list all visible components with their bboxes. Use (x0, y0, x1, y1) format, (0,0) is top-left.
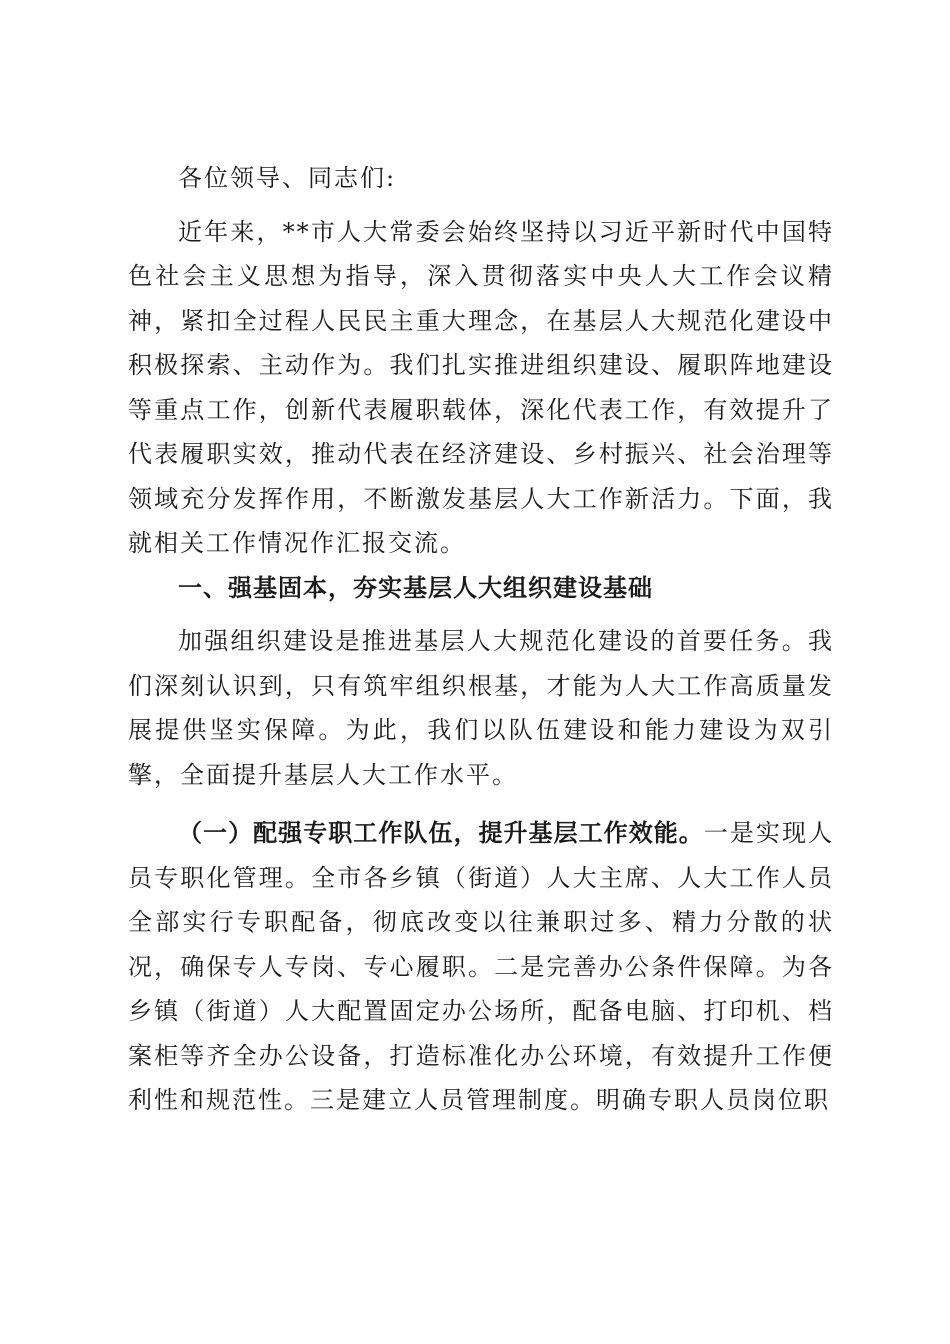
document-body (128, 156, 834, 1123)
section-heading-1: 一、强基固本，夯实基层人大组织建设基础 (178, 573, 653, 602)
intro-paragraph: 近年来，**市人大常委会始终坚持以习近平新时代中国特色社会主义思想为指导，深入贯彻落实中央人大工作会议精神，紧扣全过程人民民主重大理念，在基层人大规范化建设中积极探索、主动作为。我们扎实推进组织建设、履职阵地建设等重点工作，创新代表履职载体，深化代表工作，有效提升了代表履职实效，推动代表在经济建设、乡村振兴、社会治理等领域充分发挥作用，不断激发基层人大工作新活力。下面，我就相关工作情况作汇报交流。 (128, 217, 834, 557)
subsection-paragraph-1 (128, 811, 834, 1123)
salutation: 各位领导、同志们: (178, 164, 397, 192)
subsection-lead-1: （一）配强专职工作队伍，提升基层工作效能。 (178, 819, 704, 847)
section-paragraph-1: 加强组织建设是推进基层人大规范化建设的首要任务。我们深刻认识到，只有筑牢组织根基，才能为人大工作高质量发展提供坚实保障。为此，我们以队伍建设和能力建设为双引擎，全面提升基层人大工作水平。 (128, 627, 834, 789)
subsection-text-1: 一是实现人员专职化管理。全市各乡镇（街道）人大主席、人大工作人员全部实行专职配备，彻底改变以往兼职过多、精力分散的状况，确保专人专岗、专心履职。二是完善办公条件保障。为各乡镇（街道）人大配置固定办公场所，配备电脑、打印机、档案柜等齐全办公设备，打造标准化办公环境，有效提升工作便利性和规范性。三是建立人员管理制度。明确专职人员岗位职 (128, 819, 835, 1114)
